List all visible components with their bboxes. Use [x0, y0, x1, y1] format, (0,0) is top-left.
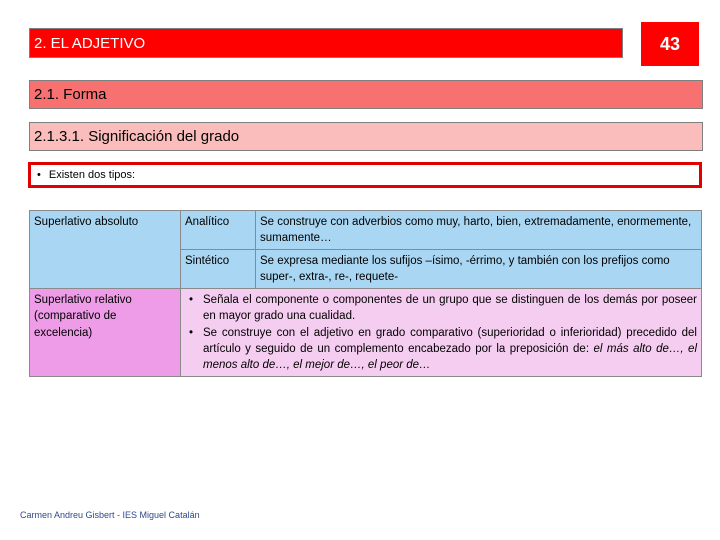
list-item [185, 292, 697, 324]
slide-title-text: 2. EL ADJETIVO [34, 34, 146, 52]
example-text: el más alto de…, el menos alto de…, el mejor de…, el peor de… [203, 342, 698, 371]
description-list [185, 292, 697, 372]
type-cell [30, 211, 181, 289]
description-text: Se expresa mediante los sufijos –ísimo, -érrimo, y también con los prefijos como super-, extra-, re-, requete- [260, 255, 670, 284]
section-heading-text: 2.1. Forma [34, 86, 107, 103]
description-text: Señala el componente o componentes de un grupo que se distinguen de los demás por poseer en mayor grado una cualidad. [203, 294, 697, 323]
subtype-cell [181, 211, 256, 250]
subtype-label: Sintético [185, 255, 230, 268]
type-label: Superlativo relativo (comparativo de excelencia) [34, 294, 132, 339]
type-label: Superlativo absoluto [34, 216, 139, 228]
superlative-table [29, 210, 702, 377]
description-text: Se construye con el adjetivo en grado comparativo (superioridad o inferioridad) precedido del artículo y seguido de un complemento encabezado por la preposición de: [203, 326, 697, 355]
table-row [30, 211, 702, 250]
slide-title [29, 28, 623, 58]
intro-text: Existen dos tipos: [48, 169, 136, 181]
subtype-label: Analítico [185, 216, 230, 228]
section-heading [29, 80, 703, 109]
subsection-heading-text: 2.1.3.1. Significación del grado [34, 128, 240, 145]
subsection-heading [29, 122, 703, 151]
subtype-cell [181, 250, 256, 289]
description-text: Se construye con adverbios como muy, harto, bien, extremadamente, enormemente, sumamente… [260, 216, 692, 245]
description-cell [181, 289, 702, 376]
description-cell [256, 250, 702, 289]
table-row [30, 289, 702, 376]
page-number-badge [641, 22, 699, 66]
bullet-icon: • [37, 169, 41, 181]
page-number: 43 [659, 33, 681, 54]
footer-credit: Carmen Andreu Gisbert - IES Miguel Catalán [20, 510, 200, 520]
list-item [185, 325, 697, 373]
type-cell [30, 289, 181, 376]
intro-box [28, 162, 702, 188]
description-cell [256, 211, 702, 250]
